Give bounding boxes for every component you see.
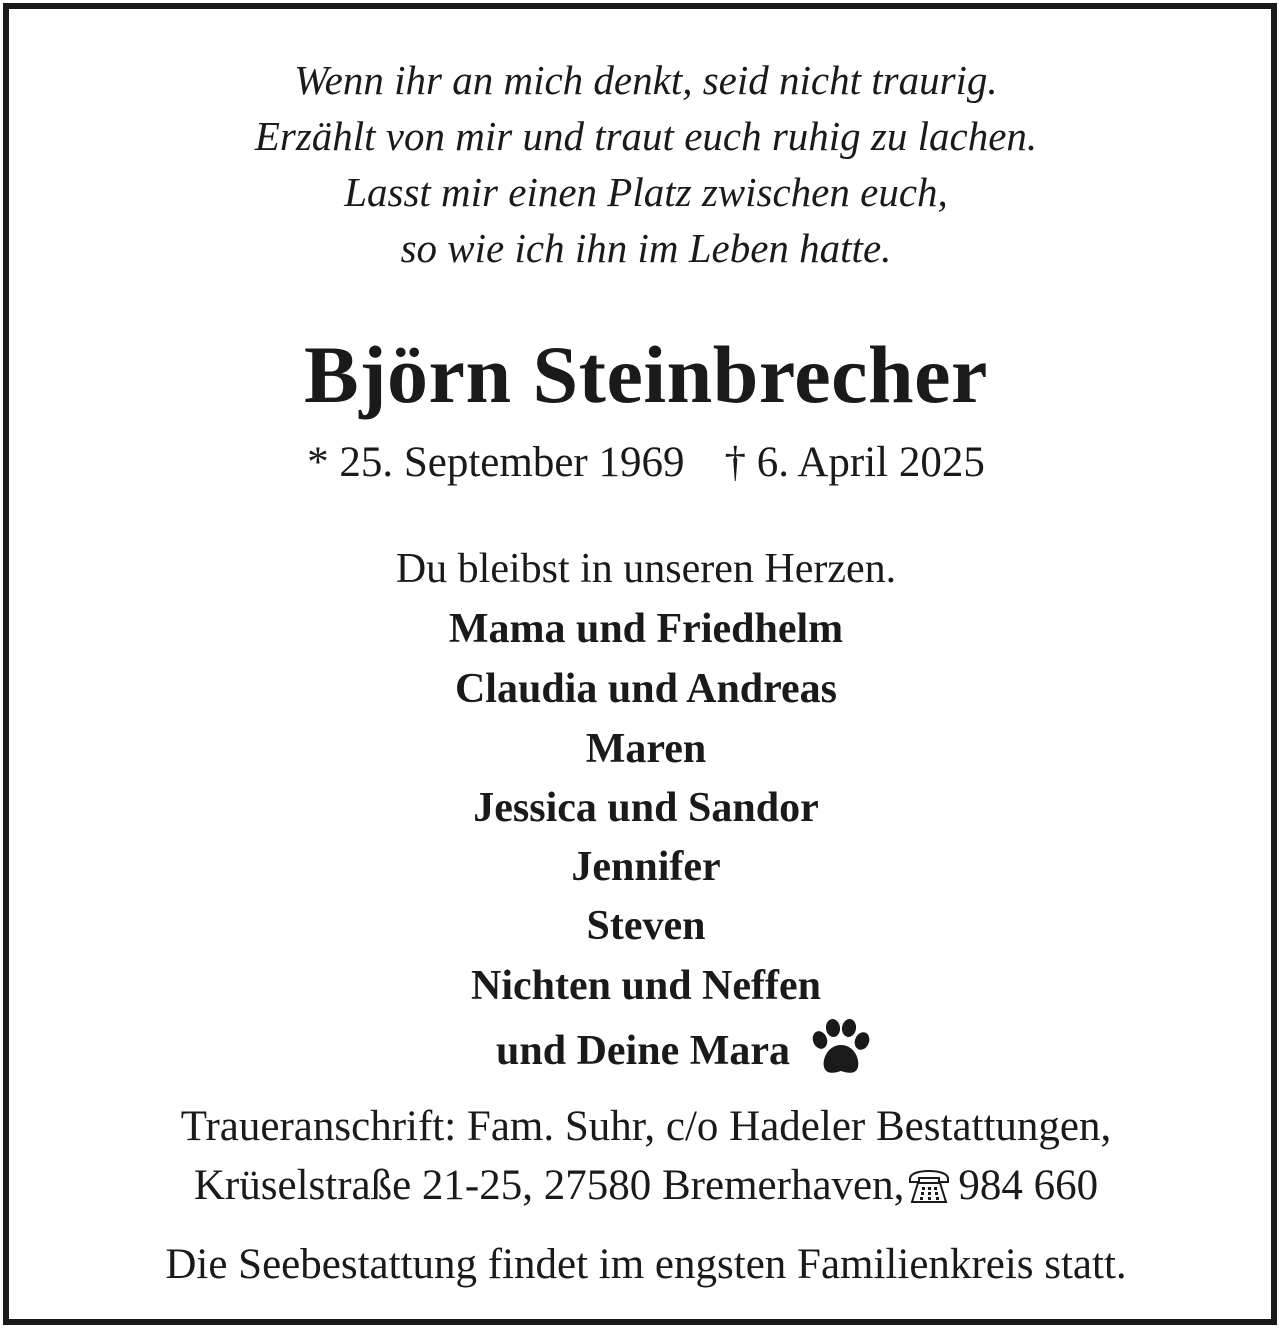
mourner-7: Nichten und Neffen xyxy=(470,963,821,1009)
burial-notice: Die Seebestattung findet im engsten Familienkreis statt. xyxy=(165,1241,1127,1288)
verse-line-3: Lasst mir einen Platz zwischen euch, xyxy=(344,169,948,215)
mourner-8-label: und Deine Mara xyxy=(496,1028,790,1074)
verse-line-4: so wie ich ihn im Leben hatte. xyxy=(400,225,892,271)
verse-line-2: Erzählt von mir und traut euch ruhig zu lachen. xyxy=(254,113,1038,159)
phone-number: 984 660 xyxy=(958,1162,1099,1209)
life-dates xyxy=(9,435,1280,491)
mourner-4: Jessica und Sandor xyxy=(473,785,819,831)
address-line-2 xyxy=(9,1158,1280,1220)
mourner-3: Maren xyxy=(585,726,707,772)
address-line-1: Traueranschrift: Fam. Suhr, c/o Hadeler Bestattungen, xyxy=(180,1103,1112,1150)
obituary-frame xyxy=(3,3,1277,1325)
deceased-name: Björn Steinbrecher xyxy=(304,329,988,420)
mourner-8 xyxy=(9,1018,1280,1093)
mourner-2: Claudia und Andreas xyxy=(454,666,838,712)
mourner-1: Mama und Friedhelm xyxy=(448,606,844,652)
paw-print-icon xyxy=(808,1018,872,1093)
verse-line-1: Wenn ihr an mich denkt, seid nicht traurig. xyxy=(294,57,998,103)
mourner-5: Jennifer xyxy=(571,844,721,890)
farewell-line: Du bleibst in unseren Herzen. xyxy=(395,546,897,592)
birth-date: * 25. September 1969 xyxy=(307,439,685,486)
death-date: † 6. April 2025 xyxy=(724,439,985,486)
telephone-icon xyxy=(906,1164,952,1220)
mourner-6: Steven xyxy=(586,903,706,949)
address-street: Krüselstraße 21-25, 27580 Bremerhaven, xyxy=(193,1162,905,1209)
